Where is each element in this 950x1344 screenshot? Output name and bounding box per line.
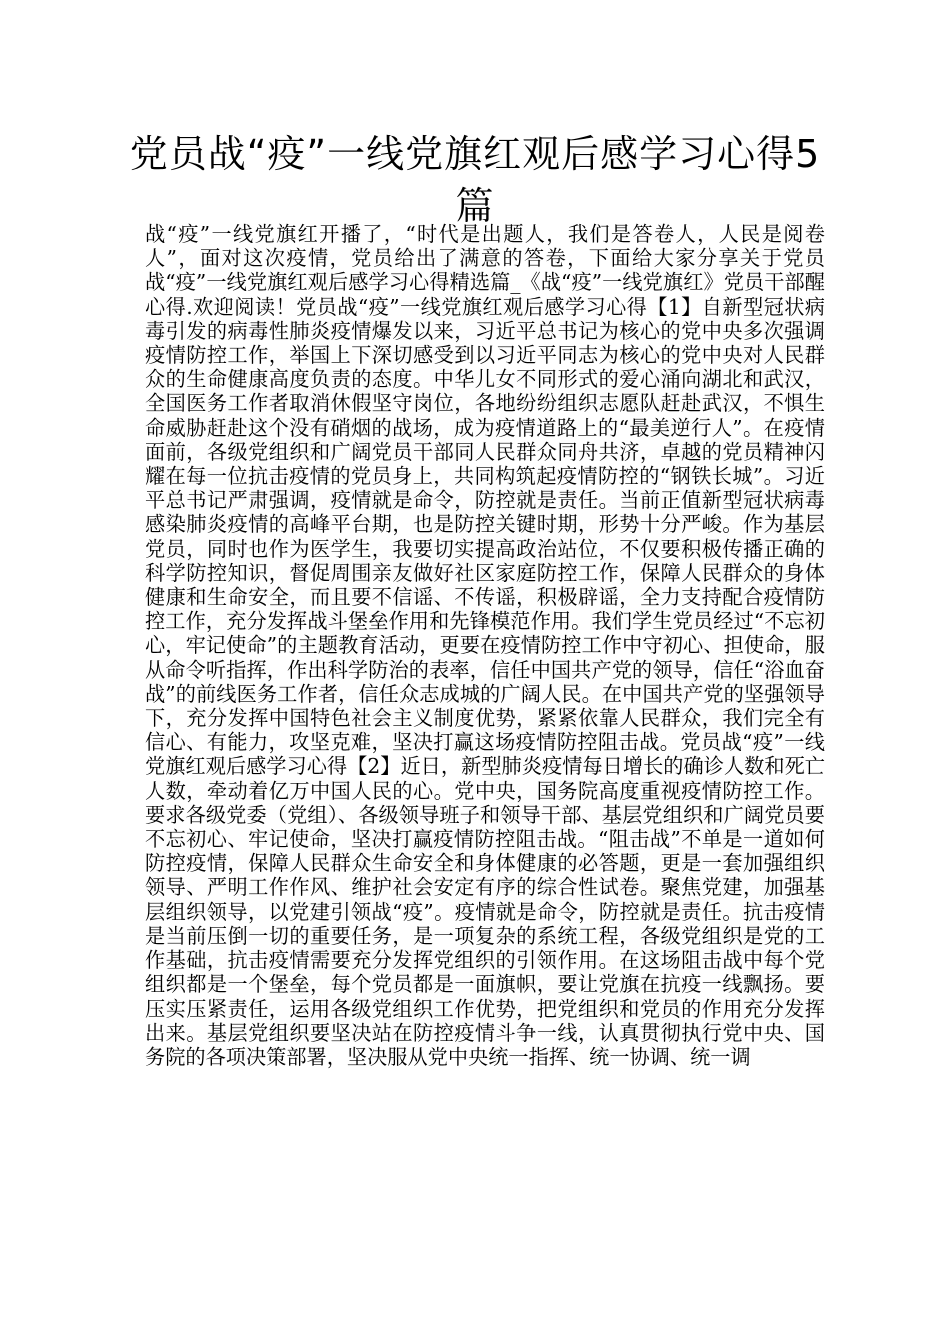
document-title: 党员战“疫”一线党旗红观后感学习心得5篇 [129, 132, 821, 228]
document-body: 战“疫”一线党旗红开播了，“时代是出题人，我们是答卷人，人民是阅卷人”，面对这次疫情，党员给出了满意的答卷，下面给大家分享关于党员战“疫”一线党旗红观后感学习心得精选篇_《战“疫”一线党旗红》党员干部醒心得.欢迎阅读！党员战“疫”一线党旗红观后感学习心得【1】自新型冠状病毒引发的病毒性肺炎疫情爆发以来，习近平总书记为核心的党中央多次强调疫情防控工作，举国上下深切感受到以习近平同志为核心的党中央对人民群众的生命健康高度负责的态度。中华儿女不同形式的爱心涌向湖北和武汉，全国医务工作者取消休假坚守岗位，各地纷纷组织志愿队赶赴武汉，不惧生命威胁赶赴这个没有硝烟的战场，成为疫情道路上的“最美逆行人”。在疫情面前，各级党组织和广阔党员干部同人民群众同舟共济，卓越的党员精神闪耀在每一位抗击疫情的党员身上，共同构筑起疫情防控的“钢铁长城”。习近平总书记严肃强调，疫情就是命令，防控就是责任。当前正值新型冠状病毒感染肺炎疫情的高峰平台期，也是防控关键时期，形势十分严峻。作为基层党员，同时也作为医学生，我要切实提高政治站位，不仅要积极传播正确的科学防控知识，督促周围亲友做好社区家庭防控工作，保障人民群众的身体健康和生命安全，而且要不信谣、不传谣，积极辟谣，全力支持配合疫情防控工作，充分发挥战斗堡垒作用和先锋模范作用。我们学生党员经过“不忘初心，牢记使命”的主题教育活动，更要在疫情防控工作中守初心、担使命，服从命令听指挥，作出科学防治的表率，信任中国共产党的领导，信任“浴血奋战”的前线医务工作者，信任众志成城的广阔人民。在中国共产党的坚强领导下，充分发挥中国特色社会主义制度优势，紧紧依靠人民群众，我们完全有信心、有能力，攻坚克难，坚决打赢这场疫情防控阻击战。党员战“疫”一线党旗红观后感学习心得【2】近日，新型肺炎疫情每日增长的确诊人数和死亡人数，牵动着亿万中国人民的心。党中央，国务院高度重视疫情防控工作。要求各级党委（党组）、各级领导班子和领导干部、基层党组织和广阔党员要不忘初心、牢记使命，坚决打赢疫情防控阻击战。“阻击战”不单是一道如何防控疫情，保障人民群众生命安全和身体健康的必答题，更是一套加强组织领导、严明工作作风、维护社会安定有序的综合性试卷。聚焦党建，加强基层组织领导，以党建引领战“疫”。疫情就是命令，防控就是责任。抗击疫情是当前压倒一切的重要任务，是一项复杂的系统工程，各级党组织是党的工作基础，抗击疫情需要充分发挥党组织的引领作用。在这场阻击战中每个党组织都是一个堡垒，每个党员都是一面旗帜，要让党旗在抗疫一线飘扬。要压实压紧责任，运用各级党组织工作优势，把党组织和党员的作用充分发挥出来。基层党组织要坚决站在防控疫情斗争一线，认真贯彻执行党中央、国务院的各项决策部署，坚决服从党中央统一指挥、统一协调、统一调 [145, 222, 825, 1069]
